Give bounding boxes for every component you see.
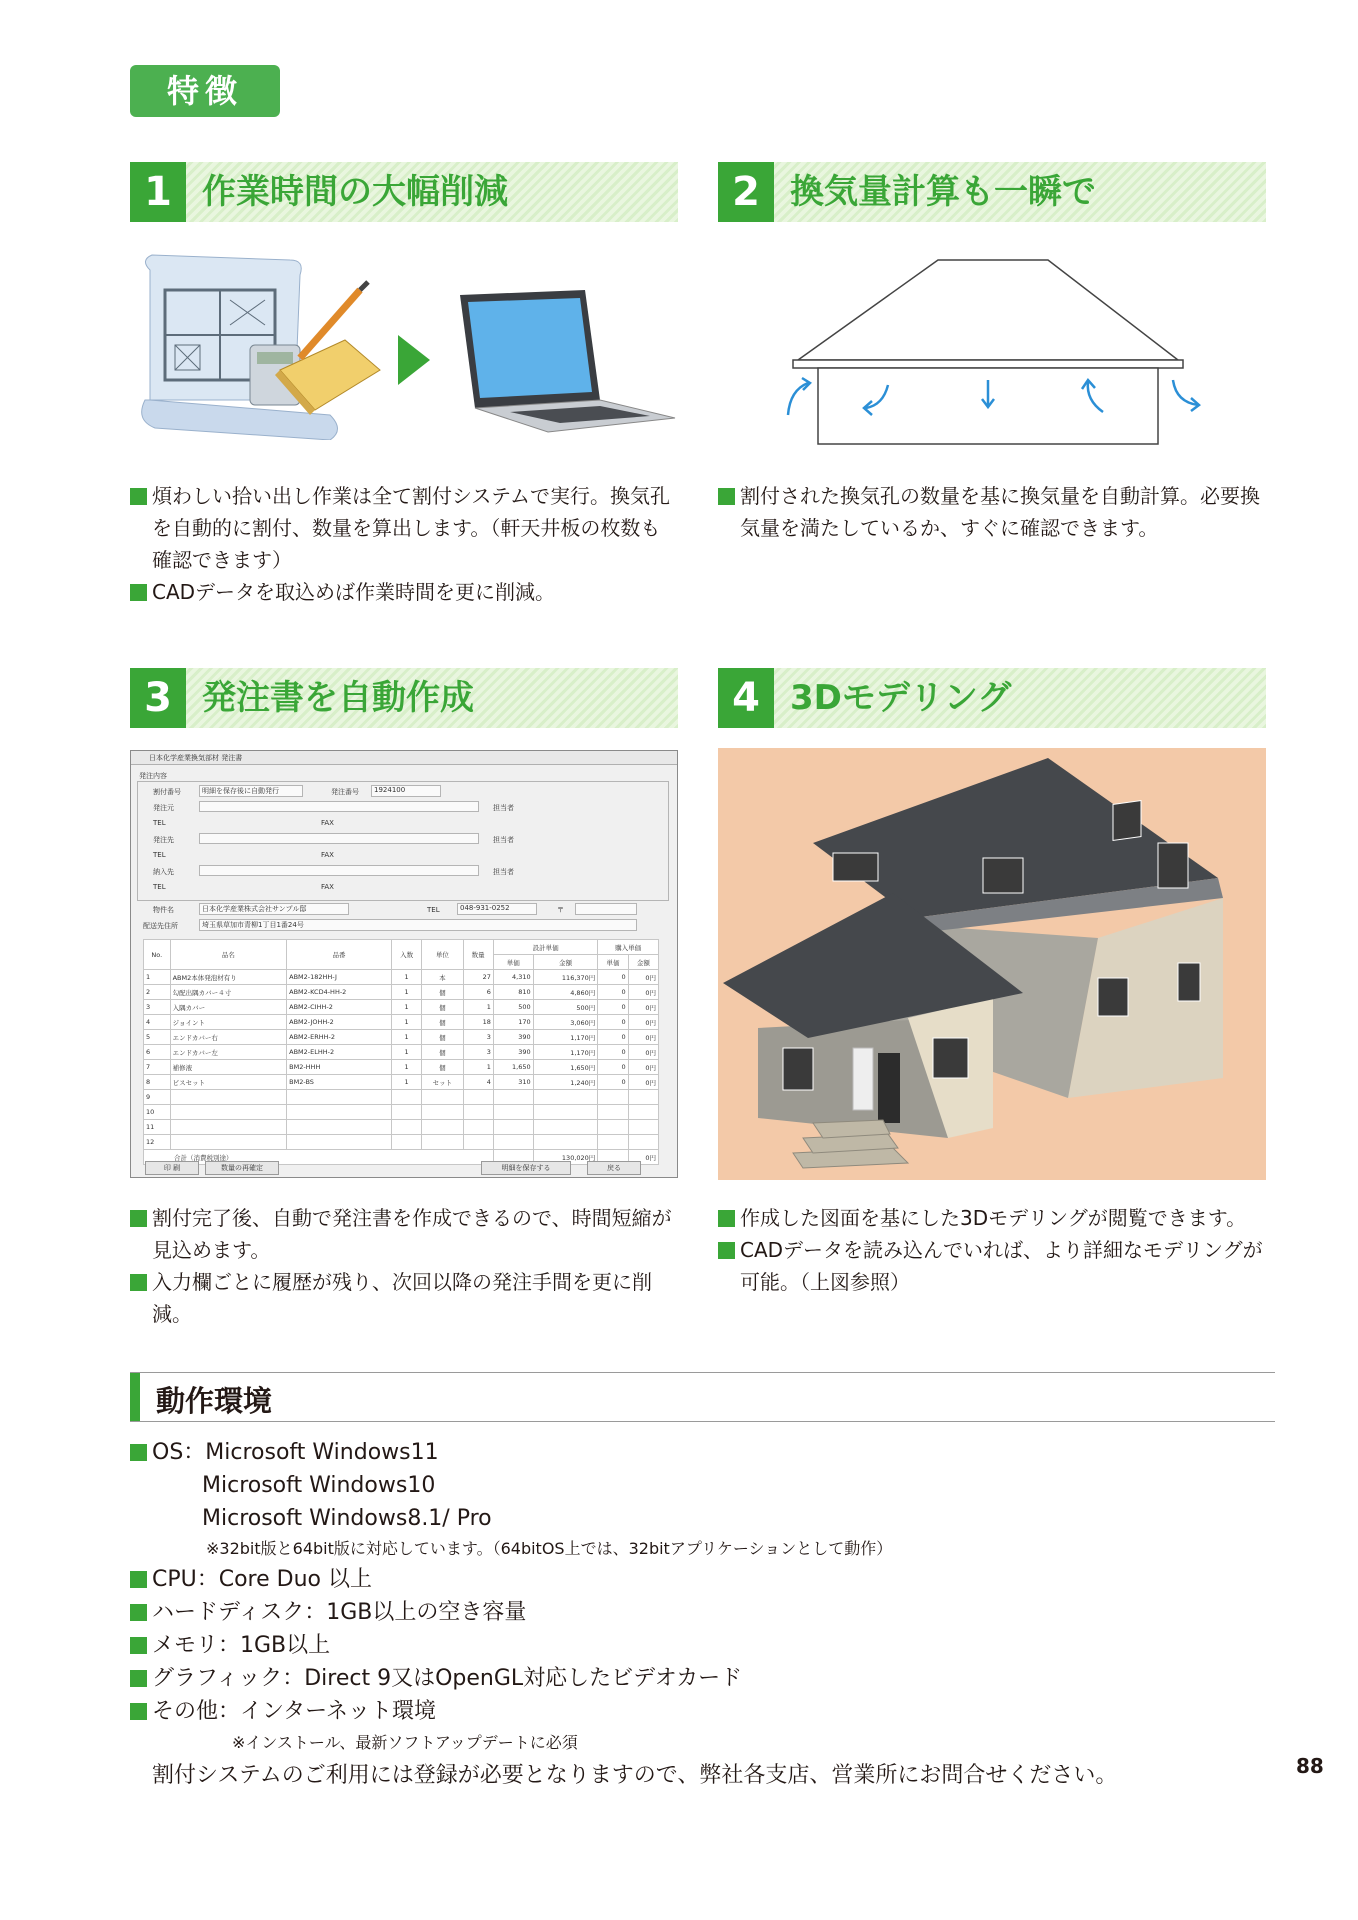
environment-title: 動作環境	[156, 1384, 273, 1418]
blueprint-to-laptop-illustration	[130, 250, 678, 440]
total-value: 130,020円	[533, 1150, 598, 1165]
roof-outline	[798, 260, 1178, 360]
tel-label: TEL	[153, 883, 166, 891]
table-cell	[170, 1135, 287, 1150]
total-purchase: 0円	[628, 1150, 658, 1165]
table-cell: 0円	[628, 970, 658, 985]
table-cell	[422, 1135, 463, 1150]
tel-label: TEL	[153, 819, 166, 827]
table-cell: 10	[144, 1105, 171, 1120]
table-cell: 1,170円	[533, 1030, 598, 1045]
col-purchase-price: 購入単価	[598, 940, 659, 955]
tel-label: TEL	[153, 851, 166, 859]
table-cell: 12	[144, 1135, 171, 1150]
bullet-text: 入力欄ごとに履歴が残り、次回以降の発注手間を更に削減。	[130, 1266, 678, 1330]
table-cell	[170, 1105, 287, 1120]
table-cell	[463, 1105, 493, 1120]
eaves	[793, 360, 1183, 368]
address-label: 配送先住所	[143, 922, 178, 930]
table-cell: 9	[144, 1090, 171, 1105]
house-3d-render	[718, 748, 1266, 1180]
section-4-bullets	[718, 1202, 1266, 1298]
section-1-bullets	[130, 480, 678, 608]
bullet-text: 割付された換気孔の数量を基に換気量を自動計算。必要換気量を満たしているか、すぐに確認できます。	[718, 480, 1266, 544]
table-cell: 0	[598, 970, 628, 985]
table-cell	[463, 1135, 493, 1150]
table-cell	[493, 1105, 533, 1120]
section-3-bullets	[130, 1202, 678, 1330]
table-cell	[533, 1090, 598, 1105]
table-cell: 1	[391, 1000, 421, 1015]
table-cell: 1	[391, 1015, 421, 1030]
table-row	[144, 1075, 659, 1090]
table-row	[144, 1015, 659, 1030]
person-label: 担当者	[493, 868, 514, 876]
table-row	[144, 1120, 659, 1135]
table-cell: ジョイント	[170, 1015, 287, 1030]
cpu-row: CPU：Core Duo 以上	[130, 1563, 1275, 1596]
table-cell: 116,370円	[533, 970, 598, 985]
person-label: 担当者	[493, 804, 514, 812]
col-code: 品番	[287, 940, 392, 970]
col-no: No.	[144, 940, 171, 970]
postal-field[interactable]	[575, 903, 637, 915]
table-cell	[463, 1120, 493, 1135]
table-cell: 1,650円	[533, 1060, 598, 1075]
table-cell: 個	[422, 1045, 463, 1060]
table-cell: 27	[463, 970, 493, 985]
table-cell: 18	[463, 1015, 493, 1030]
address-field[interactable]	[199, 919, 637, 931]
table-cell: 0円	[628, 1060, 658, 1075]
back-button[interactable]: 戻る	[587, 1161, 641, 1175]
arrow-right-icon	[398, 335, 430, 385]
os-row	[130, 1436, 1275, 1469]
page-number: 88	[1296, 1754, 1324, 1778]
col-pack: 入数	[391, 940, 421, 970]
bullet-text: 割付完了後、自動で発注書を作成できるので、時間短縮が見込めます。	[130, 1202, 678, 1266]
table-cell: 3	[463, 1030, 493, 1045]
delivery-field[interactable]	[199, 865, 479, 876]
table-row	[144, 1060, 659, 1075]
table-cell: 390	[493, 1030, 533, 1045]
table-cell: 1	[391, 1060, 421, 1075]
table-cell	[598, 1090, 628, 1105]
table-cell: 1	[391, 1045, 421, 1060]
table-row	[144, 1000, 659, 1015]
os-label: OS：	[152, 1440, 206, 1465]
sub-col-amount: 金額	[628, 955, 658, 970]
table-cell: 個	[422, 1060, 463, 1075]
fax-label: FAX	[321, 851, 334, 859]
order-no-field[interactable]	[371, 785, 441, 797]
table-cell	[628, 1105, 658, 1120]
table-cell: 0	[598, 1000, 628, 1015]
recalculate-button[interactable]: 数量の再確定	[205, 1161, 279, 1175]
table-cell: 8	[144, 1075, 171, 1090]
table-cell: 500円	[533, 1000, 598, 1015]
orderer-field[interactable]	[199, 801, 479, 812]
table-cell	[598, 1105, 628, 1120]
os-item: Microsoft Windows10	[202, 1473, 436, 1498]
other-note: ※インストール、最新ソフトアップデートに必須	[232, 1733, 578, 1752]
order-form-screenshot	[130, 750, 678, 1178]
table-cell: 1	[391, 970, 421, 985]
table-cell: ABM2-CIHH-2	[287, 1000, 392, 1015]
person-label: 担当者	[493, 836, 514, 844]
ventilation-diagram	[718, 250, 1266, 450]
table-cell: 0円	[628, 1075, 658, 1090]
supplier-label: 発注先	[153, 836, 174, 844]
table-cell: 4,310	[493, 970, 533, 985]
table-cell	[391, 1090, 421, 1105]
table-row	[144, 970, 659, 985]
order-rows	[144, 970, 659, 1150]
section-3-header	[130, 668, 678, 728]
other-row: その他：インターネット環境	[130, 1695, 1275, 1728]
bullet-text: CADデータを読み込んでいれば、より詳細なモデリングが可能。（上図参照）	[718, 1234, 1266, 1298]
disk-row: ハードディスク：1GB以上の空き容量	[130, 1596, 1275, 1629]
address-value: 埼玉県草加市青柳1丁目1番24号	[202, 921, 304, 929]
wari-no-label: 割付番号	[153, 788, 181, 796]
table-cell: 個	[422, 1000, 463, 1015]
table-cell: ABM2-KCD4-HH-2	[287, 985, 392, 1000]
fax-label: FAX	[321, 883, 334, 891]
table-cell: セット	[422, 1075, 463, 1090]
save-details-button[interactable]: 明細を保存する	[481, 1161, 571, 1175]
table-cell	[287, 1135, 392, 1150]
table-cell: 4,860円	[533, 985, 598, 1000]
print-button[interactable]: 印 刷	[145, 1161, 199, 1175]
table-cell	[391, 1135, 421, 1150]
table-cell: 0円	[628, 1000, 658, 1015]
table-cell	[493, 1120, 533, 1135]
os-item: Microsoft Windows11	[205, 1440, 439, 1465]
table-cell: 0	[598, 1060, 628, 1075]
table-cell	[422, 1090, 463, 1105]
property-label: 物件名	[153, 906, 174, 914]
table-cell	[598, 1120, 628, 1135]
table-cell: 7	[144, 1060, 171, 1075]
property-field[interactable]	[199, 903, 349, 915]
table-cell: ABM2-JOHH-2	[287, 1015, 392, 1030]
table-row	[144, 1045, 659, 1060]
section-2-bullets	[718, 480, 1266, 544]
bullet-text: 作成した図面を基にした3Dモデリングが閲覧できます。	[718, 1202, 1266, 1234]
table-cell: ABM2-ELHH-2	[287, 1045, 392, 1060]
table-cell: 6	[144, 1045, 171, 1060]
table-cell: 1	[463, 1060, 493, 1075]
delivery-label: 納入先	[153, 868, 174, 876]
table-cell: 1	[144, 970, 171, 985]
table-cell: 0円	[628, 985, 658, 1000]
table-cell: 2	[144, 985, 171, 1000]
table-cell	[170, 1090, 287, 1105]
group-label: 発注内容	[139, 772, 167, 780]
col-name: 品名	[170, 940, 287, 970]
closing-text: 割付システムのご利用には登録が必要となりますので、弊社各支店、営業所にお問合せください。	[152, 1763, 1118, 1788]
section-number: 2	[718, 162, 774, 222]
table-cell: 6	[463, 985, 493, 1000]
table-cell: 入隅カバー	[170, 1000, 287, 1015]
order-no-value: 1924100	[374, 786, 406, 794]
section-1-header	[130, 162, 678, 222]
table-cell: 0	[598, 1015, 628, 1030]
table-cell: 1	[391, 1030, 421, 1045]
table-cell	[598, 1135, 628, 1150]
table-cell: 1	[391, 1075, 421, 1090]
table-cell: 個	[422, 1030, 463, 1045]
table-cell: ABM2本体発泡材有り	[170, 970, 287, 985]
section-title: 発注書を自動作成	[202, 678, 474, 718]
os-item: Microsoft Windows8.1/ Pro	[202, 1506, 492, 1531]
table-row	[144, 1105, 659, 1120]
table-cell: ABM2-ERHH-2	[287, 1030, 392, 1045]
table-cell: BM2-BS	[287, 1075, 392, 1090]
tel-field[interactable]	[457, 903, 537, 915]
table-cell: 390	[493, 1045, 533, 1060]
table-cell: 310	[493, 1075, 533, 1090]
features-tag: 特徴	[130, 65, 280, 117]
table-cell: 170	[493, 1015, 533, 1030]
order-no-label: 発注番号	[331, 788, 359, 796]
table-cell	[391, 1105, 421, 1120]
table-cell: 補修液	[170, 1060, 287, 1075]
table-cell: 0	[598, 1075, 628, 1090]
sub-col-unit-price: 単価	[493, 955, 533, 970]
wari-no-value: 明細を保存後に自動発行	[202, 787, 279, 795]
table-cell	[287, 1120, 392, 1135]
laptop-icon	[460, 290, 675, 432]
section-number: 1	[130, 162, 186, 222]
table-cell	[533, 1120, 598, 1135]
table-cell	[628, 1135, 658, 1150]
table-cell	[628, 1120, 658, 1135]
supplier-field[interactable]	[199, 833, 479, 844]
col-qty: 数量	[463, 940, 493, 970]
col-unit: 単位	[422, 940, 463, 970]
memory-row: メモリ：1GB以上	[130, 1629, 1275, 1662]
table-cell: 3,060円	[533, 1015, 598, 1030]
table-cell: 11	[144, 1120, 171, 1135]
table-cell	[533, 1135, 598, 1150]
table-cell	[533, 1105, 598, 1120]
postal-label: 〒	[557, 906, 564, 914]
sub-col-amount: 金額	[533, 955, 598, 970]
table-cell: 0円	[628, 1030, 658, 1045]
table-cell: BM2-HHH	[287, 1060, 392, 1075]
table-cell: 個	[422, 1015, 463, 1030]
table-cell: 1	[463, 1000, 493, 1015]
table-cell: 1,650	[493, 1060, 533, 1075]
bullet-text: 煩わしい拾い出し作業は全て割付システムで実行。換気孔を自動的に割付、数量を算出します。（軒天井板の枚数も確認できます）	[130, 480, 678, 576]
tel-value: 048-931-0252	[460, 904, 510, 912]
section-title: 作業時間の大幅削減	[202, 172, 508, 212]
total-label: 合計（消費税別途）	[144, 1150, 494, 1165]
table-cell: 3	[463, 1045, 493, 1060]
table-cell: 0	[598, 985, 628, 1000]
tel-label: TEL	[427, 906, 440, 914]
table-cell	[287, 1105, 392, 1120]
table-cell: 本	[422, 970, 463, 985]
table-row	[144, 1030, 659, 1045]
section-title: 換気量計算も一瞬で	[790, 172, 1096, 212]
table-cell	[628, 1090, 658, 1105]
wari-no-field[interactable]	[199, 785, 303, 797]
section-4-header	[718, 668, 1266, 728]
table-cell: ビスセット	[170, 1075, 287, 1090]
col-design-price: 設計単価	[493, 940, 597, 955]
table-cell	[391, 1120, 421, 1135]
table-cell: 0円	[628, 1015, 658, 1030]
table-cell: 1	[391, 985, 421, 1000]
table-cell: 0円	[628, 1045, 658, 1060]
table-row	[144, 1135, 659, 1150]
environment-header	[130, 1372, 1275, 1422]
environment-list	[130, 1436, 1275, 1794]
table-cell: 勾配出隅カバー４寸	[170, 985, 287, 1000]
section-number: 3	[130, 668, 186, 728]
table-cell: 810	[493, 985, 533, 1000]
table-cell	[493, 1135, 533, 1150]
table-cell	[463, 1090, 493, 1105]
section-number: 4	[718, 668, 774, 728]
section-2-header	[718, 162, 1266, 222]
graphics-row: グラフィック：Direct 9又はOpenGL対応したビデオカード	[130, 1662, 1275, 1695]
table-cell: 個	[422, 985, 463, 1000]
table-cell: 0	[598, 1045, 628, 1060]
table-cell: 0	[598, 1030, 628, 1045]
table-cell: 5	[144, 1030, 171, 1045]
window-title: 日本化学産業換気部材 発注書	[131, 751, 677, 765]
header-accent-bar	[130, 1373, 140, 1421]
table-row	[144, 1090, 659, 1105]
order-items-table	[143, 939, 659, 1165]
property-value: 日本化学産業株式会社サンプル邸	[202, 905, 307, 913]
table-cell	[422, 1105, 463, 1120]
sub-col-unit-price: 単価	[598, 955, 628, 970]
table-cell: 1,240円	[533, 1075, 598, 1090]
table-row	[144, 985, 659, 1000]
table-cell: 3	[144, 1000, 171, 1015]
orderer-label: 発注元	[153, 804, 174, 812]
table-cell: エンドカバー左	[170, 1045, 287, 1060]
table-cell: 4	[463, 1075, 493, 1090]
bullet-text: CADデータを取込めば作業時間を更に削減。	[130, 576, 678, 608]
table-cell	[422, 1120, 463, 1135]
table-cell	[170, 1120, 287, 1135]
table-cell	[493, 1090, 533, 1105]
table-cell	[287, 1090, 392, 1105]
section-title: 3Dモデリング	[790, 678, 1012, 718]
table-cell: エンドカバー右	[170, 1030, 287, 1045]
fax-label: FAX	[321, 819, 334, 827]
table-cell: 1,170円	[533, 1045, 598, 1060]
os-note: ※32bit版と64bit版に対応しています。（64bitOS上では、32bitアプリケーションとして動作）	[206, 1539, 893, 1558]
table-cell: ABM2-182HH-J	[287, 970, 392, 985]
table-cell: 500	[493, 1000, 533, 1015]
table-cell: 4	[144, 1015, 171, 1030]
